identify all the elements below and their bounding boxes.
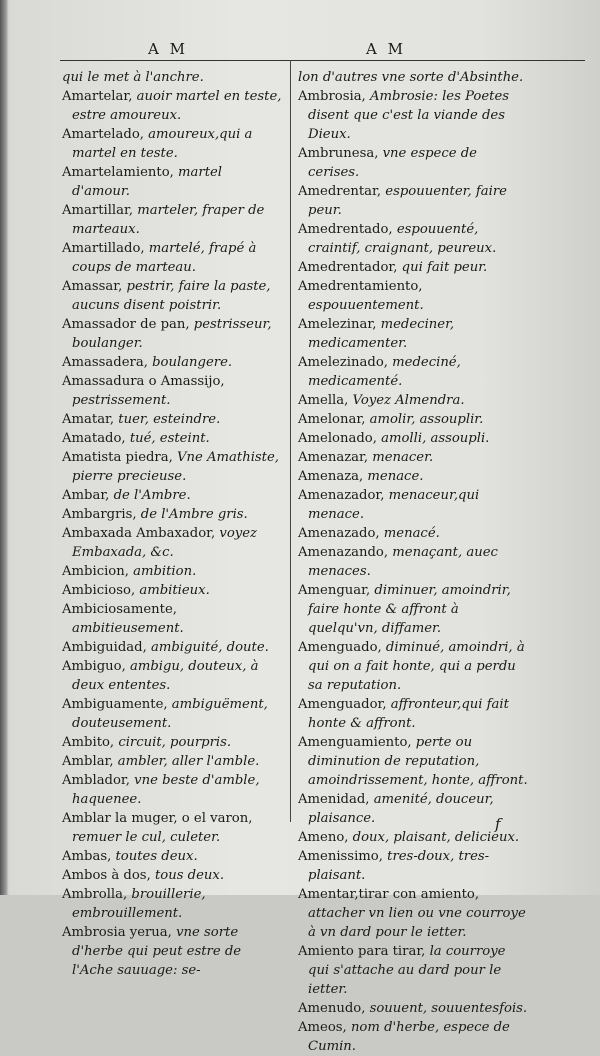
dictionary-entry (62, 847, 284, 866)
entry-headword: Amedrentado, (298, 222, 397, 237)
entry-definition: perte ou diminution de reputation, amoindrissement, honte, affront. (308, 735, 528, 788)
entry-headword: Amedrentamiento, (298, 279, 423, 294)
entry-headword: Ameos, (298, 1020, 351, 1035)
entry-definition: attacher vn lien ou vne courroye à vn dard pour le ietter. (308, 906, 526, 940)
dictionary-entry (298, 885, 528, 942)
entry-headword: Amassadura o Amassijo, (62, 374, 225, 389)
entry-headword: Amenidad, (298, 792, 374, 807)
dictionary-entry (298, 87, 528, 144)
dictionary-entry (62, 562, 284, 581)
dictionary-entry (298, 258, 528, 277)
dictionary-entry (62, 277, 284, 315)
dictionary-entry (62, 505, 284, 524)
entry-definition: espouuenter, faire peur. (308, 184, 507, 218)
dictionary-entry (298, 391, 528, 410)
dictionary-entry (62, 68, 284, 87)
entry-definition: qui fait peur. (401, 260, 488, 275)
left-column (62, 68, 284, 980)
entry-headword: Ambaxada Ambaxador, (62, 526, 220, 541)
dictionary-entry (298, 429, 528, 448)
dictionary-entry (298, 1018, 528, 1056)
entry-headword: Ambas, (62, 849, 116, 864)
entry-definition: vne espece de cerises. (308, 146, 477, 180)
right-column (298, 68, 528, 1056)
entry-headword: Amassar, (62, 279, 127, 294)
entry-definition: medeciné, medicamenté. (308, 355, 461, 389)
entry-definition: affronteur,qui fait honte & affront. (308, 697, 509, 731)
entry-definition: ambler, aller l'amble. (117, 754, 260, 769)
entry-headword: Amatado, (62, 431, 130, 446)
dictionary-entry (62, 353, 284, 372)
entry-definition: brouillerie, embrouillement. (72, 887, 206, 921)
entry-definition: vne beste d'amble, haquenee. (72, 773, 260, 807)
dictionary-entry (62, 163, 284, 201)
entry-headword: Amassador de pan, (62, 317, 194, 332)
entry-headword: Amenguador, (298, 697, 391, 712)
entry-definition: remuer le cul, culeter. (72, 830, 221, 845)
entry-definition: de l'Ambre gris. (140, 507, 248, 522)
entry-headword: Ambiguo, (62, 659, 130, 674)
signature-mark: f (495, 815, 501, 833)
entry-headword: Amenaza, (298, 469, 368, 484)
dictionary-entry (62, 581, 284, 600)
dictionary-entry (62, 486, 284, 505)
dictionary-entry (62, 752, 284, 771)
entry-headword: Amelezinar, (298, 317, 381, 332)
entry-headword: Ambicion, (62, 564, 134, 579)
entry-headword: Ameno, (298, 830, 353, 845)
entry-definition: amenité, douceur, plaisance. (308, 792, 494, 826)
dictionary-entry (62, 239, 284, 277)
entry-headword: Amassadera, (62, 355, 153, 370)
dictionary-entry (298, 733, 528, 790)
dictionary-entry (298, 353, 528, 391)
dictionary-entry (298, 220, 528, 258)
dictionary-entry (62, 315, 284, 353)
entry-definition: ambition. (133, 564, 197, 579)
entry-definition: circuit, pourpris. (118, 735, 232, 750)
entry-definition: pestrissement. (72, 393, 171, 408)
entry-definition: Voyez Almendra. (352, 393, 465, 408)
entry-definition: auoir martel en teste, estre amoureux. (72, 89, 282, 123)
entry-headword: Ambrunesa, (298, 146, 383, 161)
dictionary-entry (62, 638, 284, 657)
dictionary-entry (62, 448, 284, 486)
dictionary-entry (298, 828, 528, 847)
dictionary-entry (62, 87, 284, 125)
entry-definition: menaçant, auec menaces. (308, 545, 498, 579)
book-spine-shadow (0, 0, 8, 895)
dictionary-entry (298, 524, 528, 543)
entry-headword: Ambos à dos, (62, 868, 155, 883)
header-rule (60, 60, 585, 61)
entry-headword: Ambrolla, (62, 887, 132, 902)
entry-headword: Amartillar, (62, 203, 138, 218)
entry-headword: Amartillado, (62, 241, 149, 256)
entry-headword: Amelezinado, (298, 355, 393, 370)
dictionary-entry (298, 410, 528, 429)
entry-definition: diminué, amoindri, à qui on a fait honte, qui a perdu sa reputation. (308, 640, 525, 693)
entry-headword: Amatista piedra, (62, 450, 177, 465)
entry-definition: martelé, frapé à coups de marteau. (72, 241, 257, 275)
dictionary-entry (62, 372, 284, 410)
entry-headword: Amartelar, (62, 89, 137, 104)
entry-headword: Amenguar, (298, 583, 375, 598)
dictionary-entry (298, 182, 528, 220)
entry-headword: Amella, (298, 393, 353, 408)
entry-headword: Amelonar, (298, 412, 370, 427)
entry-headword: Amelonado, (298, 431, 382, 446)
dictionary-entry (298, 638, 528, 695)
dictionary-entry (298, 448, 528, 467)
entry-headword: Ambiguidad, (62, 640, 151, 655)
dictionary-entry (62, 600, 284, 638)
dictionary-entry (62, 733, 284, 752)
entry-headword: Ambito, (62, 735, 119, 750)
dictionary-entry (298, 467, 528, 486)
entry-headword: Ambiciosamente, (62, 602, 177, 617)
entry-definition: espouuenté, craintif, craignant, peureux. (308, 222, 497, 256)
entry-definition: diminuer, amoindrir, faire honte & affront à quelqu'vn, diffamer. (308, 583, 511, 636)
dictionary-entry (62, 201, 284, 239)
column-divider (290, 60, 291, 822)
dictionary-entry (298, 68, 528, 87)
entry-definition: ambiguité, doute. (150, 640, 269, 655)
entry-definition: souuent, souuentesfois. (369, 1001, 528, 1016)
entry-headword: Ambar, (62, 488, 114, 503)
entry-definition: ambiguëment, douteusement. (72, 697, 268, 731)
dictionary-entry (298, 999, 528, 1018)
entry-definition: amoureux,qui a martel en teste. (72, 127, 253, 161)
dictionary-entry (298, 695, 528, 733)
dictionary-entry (298, 277, 528, 315)
dictionary-entry (62, 695, 284, 733)
dictionary-entry (298, 847, 528, 885)
entry-definition: de l'Ambre. (113, 488, 191, 503)
entry-headword: Amartelado, (62, 127, 149, 142)
entry-headword: Amatar, (62, 412, 119, 427)
entry-definition: menacé. (383, 526, 440, 541)
entry-definition: la courroye qui s'attache au dard pour le ietter. (308, 944, 506, 997)
dictionary-entry (62, 429, 284, 448)
entry-definition: amolir, assouplir. (369, 412, 484, 427)
entry-headword: Ambrosia yerua, (62, 925, 177, 940)
entry-headword: Amblador, (62, 773, 135, 788)
entry-headword: Amedrentar, (298, 184, 386, 199)
entry-definition: tous deux. (154, 868, 225, 883)
dictionary-entry (62, 809, 284, 847)
entry-headword: Amblar, (62, 754, 118, 769)
entry-headword: Amiento para tirar, (298, 944, 430, 959)
entry-definition: doux, plaisant, delicieux. (352, 830, 520, 845)
entry-headword: Ambiguamente, (62, 697, 172, 712)
dictionary-entry (298, 543, 528, 581)
entry-headword: Amentar,tirar con amiento, (298, 887, 480, 902)
entry-definition: vne sorte d'herbe qui peut estre de l'Ache sauuage: se- (72, 925, 242, 978)
entry-definition: amolli, assoupli. (381, 431, 490, 446)
entry-definition: voyez Embaxada, &c. (72, 526, 257, 560)
dictionary-entry (298, 486, 528, 524)
dictionary-entry (62, 771, 284, 809)
entry-definition: nom d'herbe, espece de Cumin. (308, 1020, 510, 1054)
entry-definition: menacer. (372, 450, 434, 465)
entry-definition: medeciner, medicamenter. (308, 317, 455, 351)
entry-headword: Amenazar, (298, 450, 373, 465)
entry-definition: tuer, esteindre. (118, 412, 221, 427)
dictionary-entry (62, 657, 284, 695)
entry-headword: Amenissimo, (298, 849, 388, 864)
entry-definition: marteler, fraper de marteaux. (72, 203, 265, 237)
entry-definition: lon d'autres vne sorte d'Absinthe. (298, 70, 524, 85)
entry-definition: Ambrosie: les Poetes disent que c'est la viande des Dieux. (308, 89, 510, 142)
dictionary-entry (298, 790, 528, 828)
entry-headword: Amenazador, (298, 488, 389, 503)
entry-definition: boulangere. (152, 355, 233, 370)
entry-headword: Amenazando, (298, 545, 393, 560)
dictionary-entry (62, 923, 284, 980)
entry-headword: Ambicioso, (62, 583, 140, 598)
entry-headword: Amenazado, (298, 526, 384, 541)
dictionary-entry (62, 866, 284, 885)
entry-headword: Amenudo, (298, 1001, 370, 1016)
entry-definition: ambitieusement. (72, 621, 184, 636)
entry-definition: pestrisseur, boulanger. (72, 317, 272, 351)
entry-definition: menaceur,qui menace. (308, 488, 480, 522)
dictionary-entry (298, 581, 528, 638)
dictionary-entry (62, 524, 284, 562)
entry-definition: tué, esteint. (129, 431, 210, 446)
entry-definition: ambitieux. (139, 583, 210, 598)
entry-headword: Amedrentador, (298, 260, 402, 275)
entry-definition: tres-doux, tres-plaisant. (308, 849, 490, 883)
dictionary-entry (62, 885, 284, 923)
running-header-left: A M (148, 40, 188, 58)
running-header-right: A M (366, 40, 406, 58)
entry-definition: menace. (367, 469, 424, 484)
entry-definition: ambigu, douteux, à deux ententes. (72, 659, 259, 693)
entry-definition: pestrir, faire la paste, aucuns disent poistrir. (72, 279, 271, 313)
entry-definition: espouuentement. (308, 298, 424, 313)
entry-definition: toutes deux. (115, 849, 198, 864)
dictionary-entry (298, 144, 528, 182)
dictionary-entry (62, 125, 284, 163)
dictionary-entry (298, 942, 528, 999)
entry-headword: Ambargris, (62, 507, 141, 522)
entry-headword: Amenguado, (298, 640, 386, 655)
entry-headword: Amartelamiento, (62, 165, 179, 180)
dictionary-entry (298, 315, 528, 353)
entry-definition: martel d'amour. (72, 165, 223, 199)
dictionary-entry (62, 410, 284, 429)
entry-headword: Amenguamiento, (298, 735, 416, 750)
entry-definition: qui le met à l'anchre. (62, 70, 204, 85)
entry-headword: Ambrosia, (298, 89, 370, 104)
entry-headword: Amblar la muger, o el varon, (62, 811, 253, 826)
entry-definition: Vne Amathiste, pierre precieuse. (72, 450, 279, 484)
